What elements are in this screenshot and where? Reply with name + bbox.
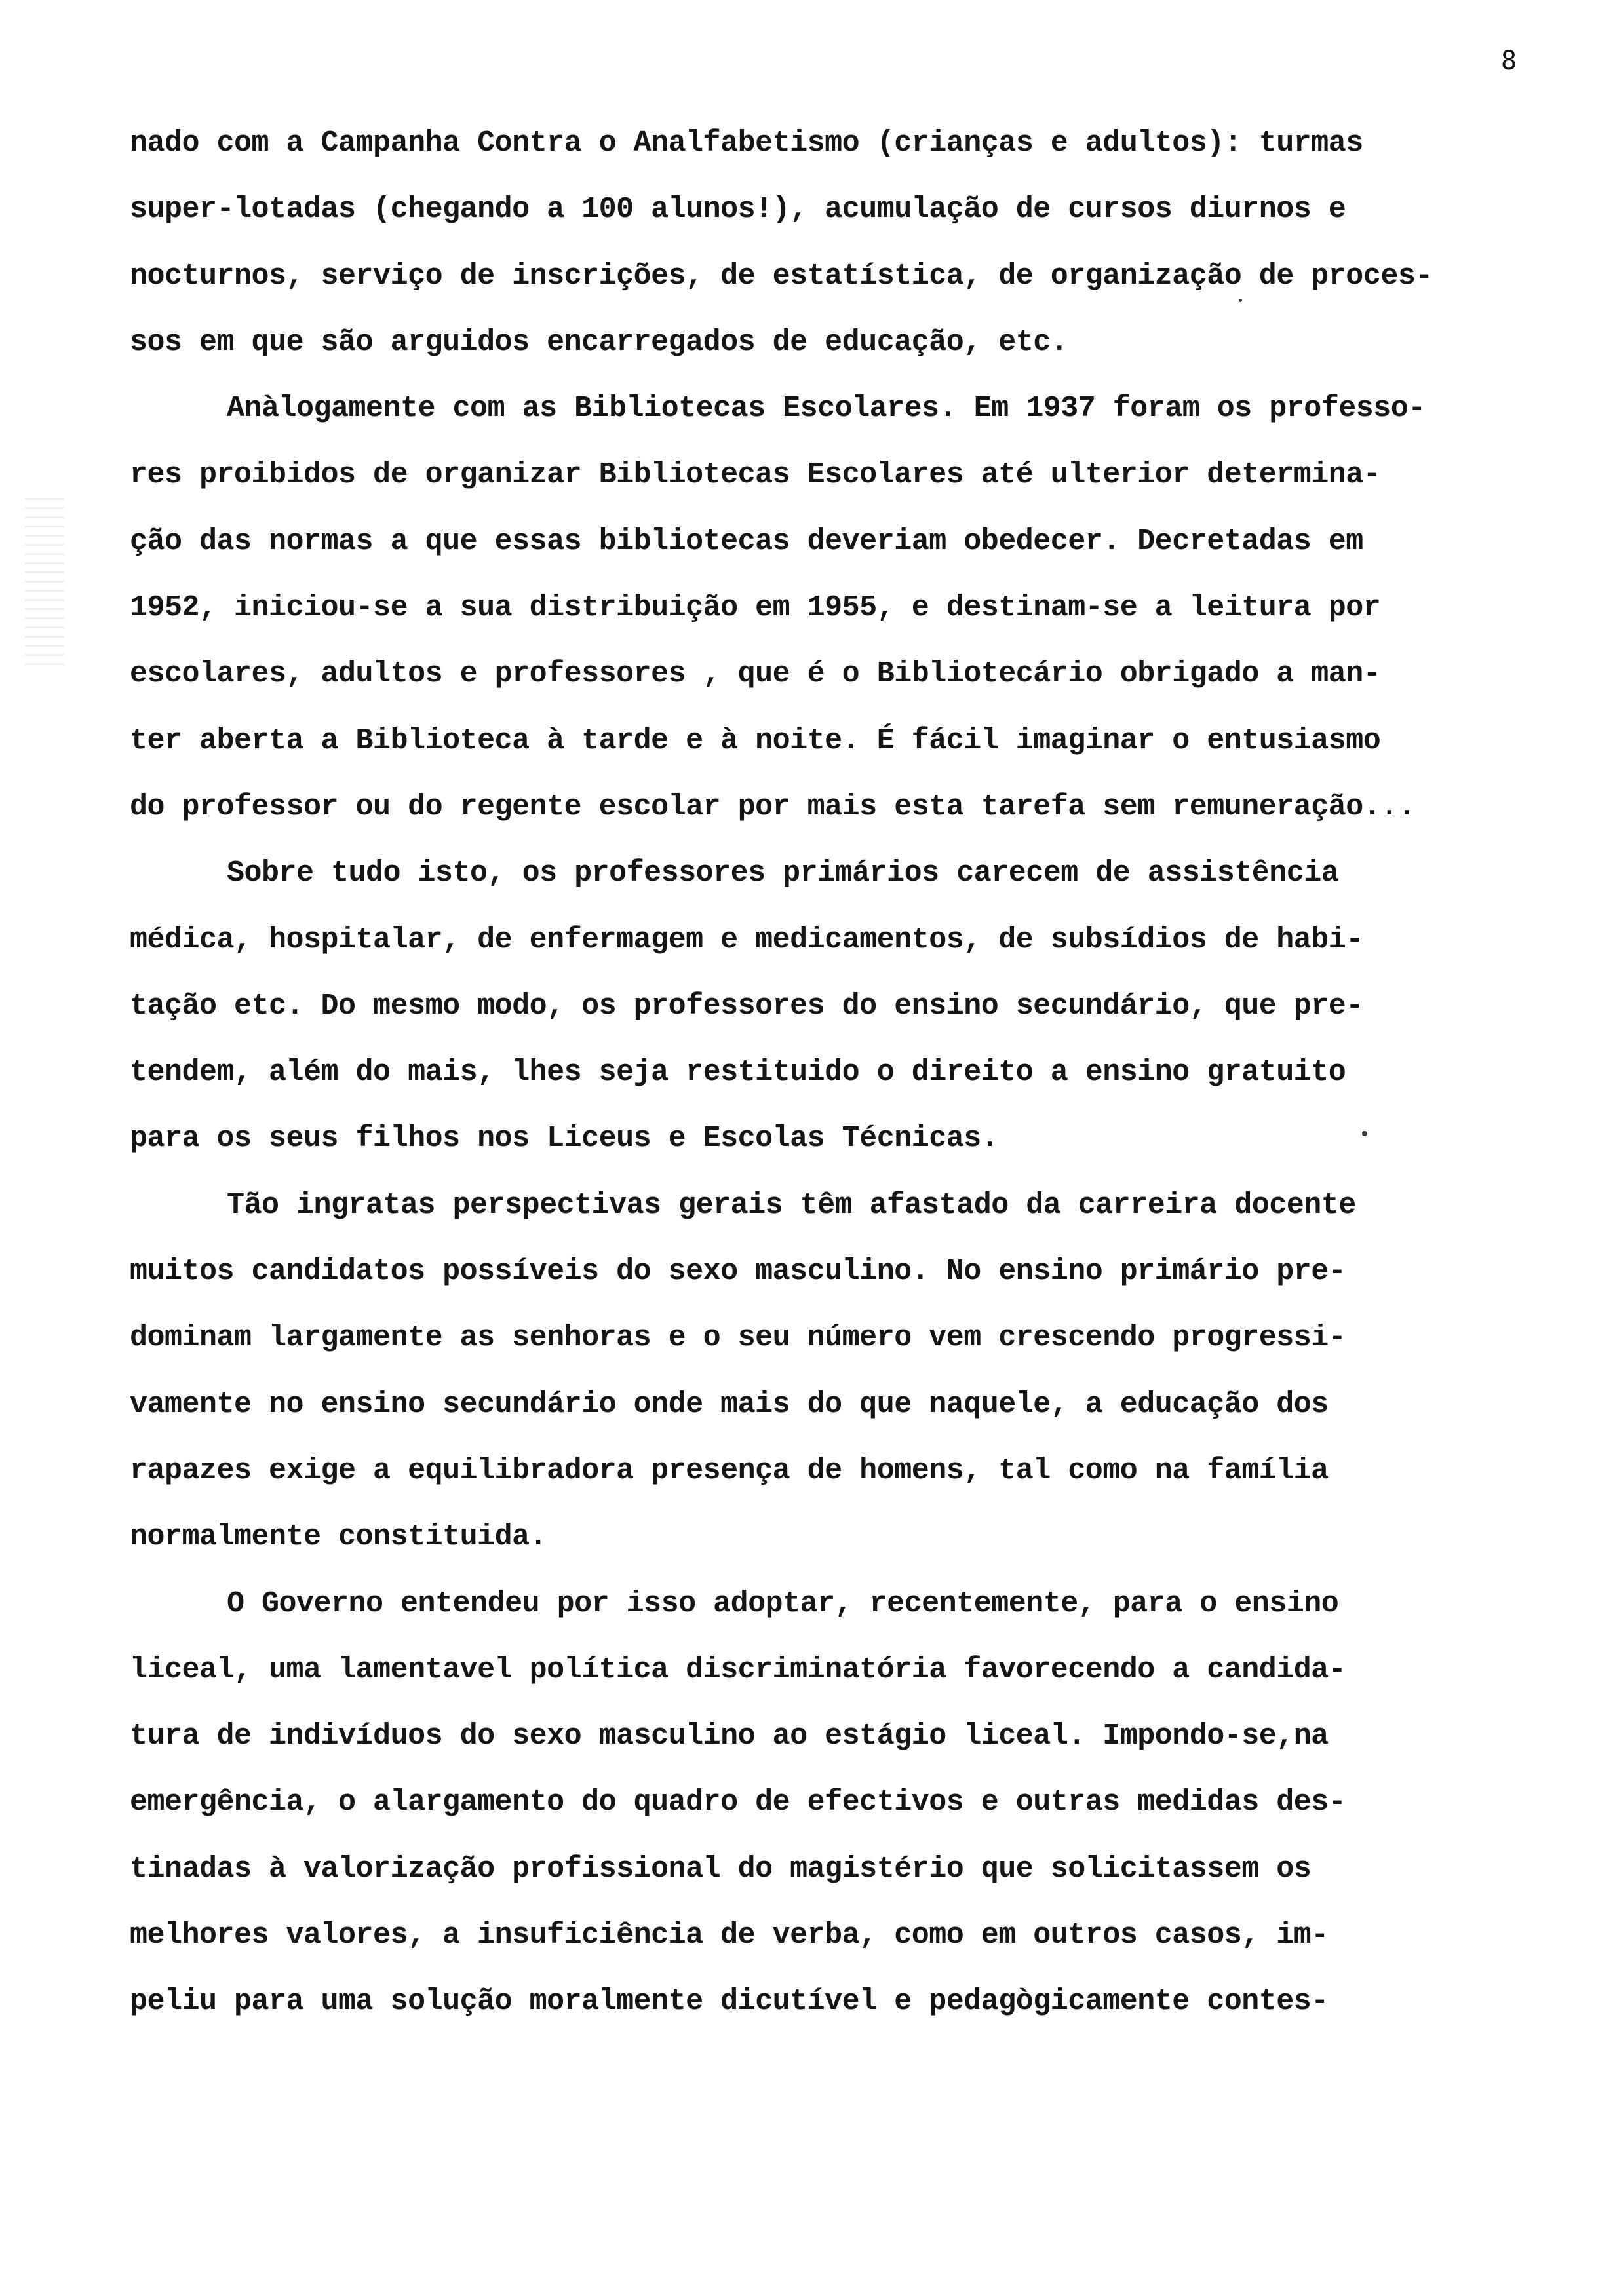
text-line: res proibidos de organizar Bibliotecas Escolares até ulterior determina- [130, 458, 1381, 492]
text-line: normalmente constituida. [130, 1520, 547, 1554]
text-line: O Governo entendeu por isso adoptar, recentemente, para o ensino [227, 1586, 1339, 1620]
text-line: liceal, uma lamentavel política discriminatória favorecendo a candida- [130, 1653, 1346, 1687]
text-line: nado com a Campanha Contra o Analfabetismo (crianças e adultos): turmas [130, 126, 1363, 160]
text-line: nocturnos, serviço de inscrições, de estatística, de organização de proces- [130, 259, 1433, 293]
text-line: dominam largamente as senhoras e o seu número vem crescendo progressi- [130, 1321, 1346, 1355]
page-number: 8 [1501, 46, 1517, 76]
text-line: emergência, o alargamento do quadro de efectivos e outras medidas des- [130, 1786, 1346, 1820]
text-line: rapazes exige a equilibradora presença de homens, tal como na família [130, 1453, 1329, 1487]
text-line: para os seus filhos nos Liceus e Escolas Técnicas. [130, 1122, 999, 1156]
text-line: ção das normas a que essas bibliotecas deveriam obedecer. Decretadas em [130, 524, 1363, 558]
text-line: Sobre tudo isto, os professores primários carecem de assistência [227, 856, 1339, 890]
text-line: peliu para uma solução moralmente dicutível e pedagògicamente contes- [130, 1985, 1329, 2019]
typewritten-body-text [130, 110, 1539, 2035]
text-line: super-lotadas (chegando a 100 alunos!), acumulação de cursos diurnos e [130, 193, 1346, 227]
text-line: tinadas à valorização profissional do magistério que solicitassem os [130, 1852, 1312, 1886]
text-line: do professor ou do regente escolar por mais esta tarefa sem remuneração... [130, 790, 1416, 824]
text-line: escolares, adultos e professores , que é o Bibliotecário obrigado a man- [130, 657, 1381, 691]
text-line: médica, hospitalar, de enfermagem e medicamentos, de subsídios de habi- [130, 923, 1363, 957]
text-line: melhores valores, a insuficiência de verba, como em outros casos, im- [130, 1919, 1329, 1953]
text-line: Tão ingratas perspectivas gerais têm afastado da carreira docente [227, 1188, 1356, 1222]
text-line: Anàlogamente com as Bibliotecas Escolares. Em 1937 foram os professo- [227, 392, 1426, 426]
text-line: vamente no ensino secundário onde mais do que naquele, a educação dos [130, 1387, 1329, 1421]
text-line: sos em que são arguidos encarregados de educação, etc. [130, 325, 1068, 359]
text-line: tendem, além do mais, lhes seja restituido o direito a ensino gratuito [130, 1056, 1346, 1090]
text-line: tura de indivíduos do sexo masculino ao estágio liceal. Impondo-se,na [130, 1719, 1329, 1753]
text-line: muitos candidatos possíveis do sexo masculino. No ensino primário pre- [130, 1255, 1346, 1289]
text-line: 1952, iniciou-se a sua distribuição em 1955, e destinam-se a leitura por [130, 591, 1381, 625]
text-line: ter aberta a Biblioteca à tarde e à noite. É fácil imaginar o entusiasmo [130, 723, 1381, 757]
text-line: tação etc. Do mesmo modo, os professores do ensino secundário, que pre- [130, 989, 1363, 1023]
left-margin-scan-artifact [25, 498, 64, 668]
